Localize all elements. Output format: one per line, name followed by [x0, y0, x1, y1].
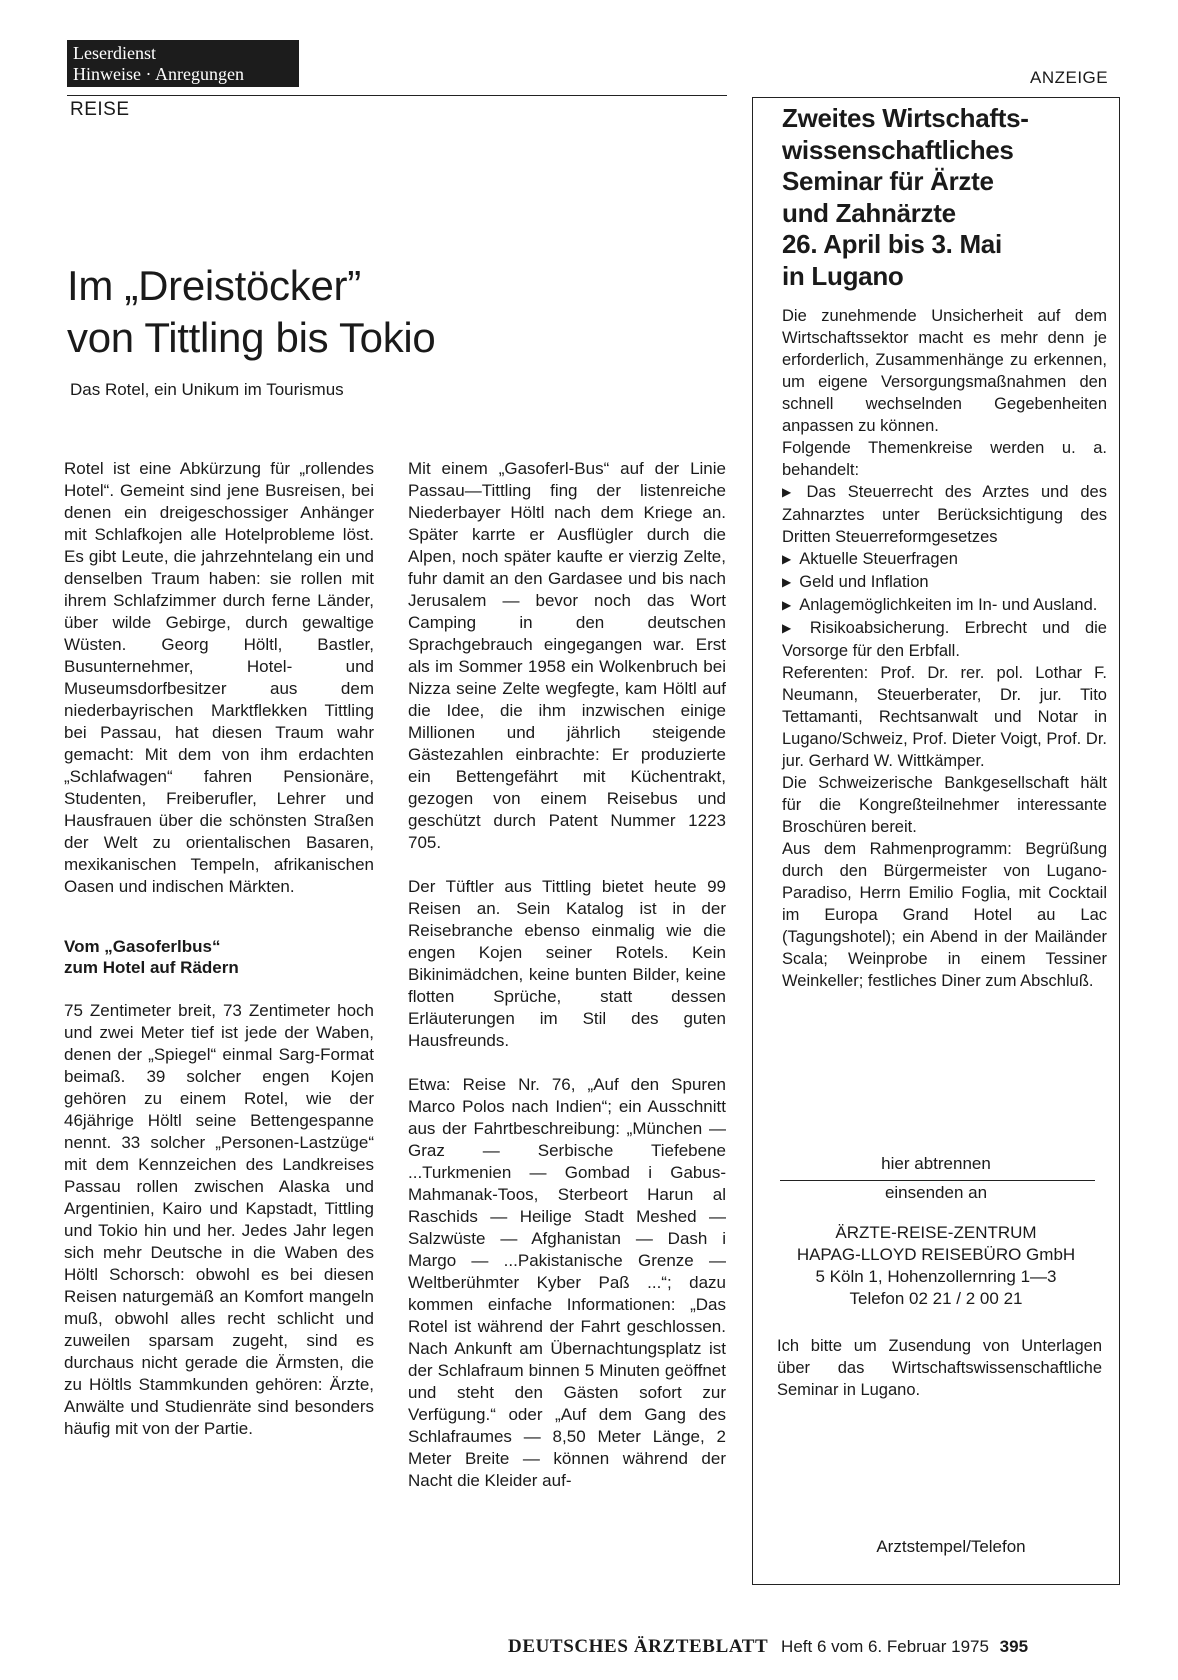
send-to-label: einsenden an: [884, 1183, 988, 1202]
ad-topic-item: ▶ Aktuelle Steuerfragen: [782, 548, 1107, 571]
ad-title-line: und Zahnärzte: [782, 197, 956, 228]
ad-speakers: Referenten: Prof. Dr. rer. pol. Lothar F. Neumann, Steuerberater, Dr. jur. Tito Tettamanti, Rechtsanwalt und Notar in Lugano/Schweiz, Prof. Dieter Voigt, Prof. Dr. jur. Gerhard W. Wittkämper.: [782, 664, 1107, 770]
article-column-1: [64, 458, 374, 1440]
paragraph: 75 Zentimeter breit, 73 Zentimeter hoch und zwei Meter tief ist jede der Waben, denen der „Spiegel“ einmal Sarg-Format beimaß. 39 solcher engen Kojen gehören zu einem Rotel, wie der 46jährige Höltl seine Bettengespanne nennt. 33 solcher „Personen-Lastzüge“ mit dem Kennzeichen des Landkreises Passau rollen zwischen Alaska und Argentinien, Kairo und Kapstadt, Tittling und Tokio hin und her. Jedes Jahr legen sich mehr Deutsche in die Waben des Höltl Schorsch: obwohl es bei diesen Reisen naturgemäß an Komfort mangeln muß, obwohl alles recht schlicht und zuweilen sparsam zugeht, sind es durchaus nicht gerade die Ärmsten, die zu Höltls Stammkunden gehören: Ärzte, Anwälte und Studienräte sind besonders häufig mit von der Partie.: [64, 1001, 374, 1438]
journal-name: DEUTSCHES ÄRZTEBLATT: [508, 1636, 769, 1657]
article-headline: [67, 260, 707, 364]
address-line: Telefon 02 21 / 2 00 21: [849, 1289, 1023, 1308]
paragraph: Rotel ist eine Abkürzung für „rollendes Hotel“. Gemeint sind jene Busreisen, bei denen ein dreigeschossiger Anhänger mit Schlafkojen alle Hotelprobleme löst. Es gibt Leute, die jahrzehntelang ein und denselben Traum haben: sie rollen mit ihrem Schlafzimmer durch ferne Länder, über wilde Gebirge, durch gewaltige Wüsten. Georg Höltl, Bastler, Busunternehmer, Hotel- und Museumsdorfbesitzer aus dem niederbayrischen Marktflekken Tittling bei Passau, hat diesen Traum wahr gemacht: Mit dem von ihm erdachten „Schlafwagen“ fahren Pensionäre, Studenten, Freiberufler, Lehrer und Hausfrauen über die schönsten Straßen der Welt zu orientalischen Basaren, mexikanischen Tempeln, afrikanischen Oasen und indischen Märkten.: [64, 459, 374, 896]
subhead-line-2: zum Hotel auf Rädern: [64, 958, 239, 977]
article-column-2: [408, 458, 726, 1492]
paragraph: Etwa: Reise Nr. 76, „Auf den Spuren Marco Polos nach Indien“; ein Ausschnitt aus der Fahrtbeschreibung: „München — Graz — Serbische Tiefebene ...Turkmenien — Gombad i Gabus-Mahmanak-Toos, Sterbeort Harun al Raschids — Heilige Stadt Meshed — Salzwüste — Afghanistan — Dash i Margo — ...Pakistanische Grenze — Weltberühmter Kyber Paß ...“; dazu kommen einfache Informationen: „Das Rotel ist während der Fahrt geschlossen. Nach Ankunft am Übernachtungsplatz ist der Schlafraum binnen 5 Minuten geöffnet und steht den Gästen sofort zur Verfügung.“ oder „Auf dem Gang des Schlafraumes — 8,50 Meter Länge, 2 Meter Breite — können während der Nacht die Kleider auf-: [408, 1075, 726, 1490]
ad-topic-item: ▶ Das Steuerrecht des Arztes und des Zahnarztes unter Berücksichtigung des Dritten Steuerreformgesetzes: [782, 481, 1107, 548]
headline-line-2: von Tittling bis Tokio: [67, 314, 436, 361]
cut-here-label: hier abtrennen: [881, 1154, 991, 1173]
stamp-label: Arztstempel/Telefon: [876, 1537, 1026, 1556]
ad-title-line: Seminar für Ärzte: [782, 166, 994, 196]
issue-info: Heft 6 vom 6. Februar 1975: [781, 1637, 989, 1656]
page-number: 395: [999, 1637, 1029, 1656]
article-subhead: [64, 936, 374, 978]
cut-line: [780, 1180, 1095, 1181]
ad-bank: Die Schweizerische Bankgesellschaft hält für die Kongreßteilnehmer interessante Broschüren bereit.: [782, 774, 1107, 836]
article-subtitle: Das Rotel, ein Unikum im Tourismus: [70, 380, 344, 399]
address-line: HAPAG-LLOYD REISEBÜRO GmbH: [796, 1245, 1076, 1264]
ad-title: [782, 103, 1112, 292]
ad-address: [752, 1222, 1120, 1310]
headline-line-1: Im „Dreistöcker”: [67, 262, 361, 309]
paragraph: Mit einem „Gasoferl-Bus“ auf der Linie Passau—Tittling fing der listenreiche Niederbayer Höltl nach dem Kriege an. Später karrte er Ausflügler durch die Alpen, noch später kaufte er vierzig Zelte, fuhr damit an den Gardasee und bis nach Jerusalem — bevor noch das Wort Camping in den deutschen Sprachgebrauch eingegangen war. Erst als im Sommer 1958 ein Wolkenbruch bei Nizza seine Zelte wegfegte, kam Höltl auf die Idee, die ihm inzwischen einige Millionen und jährlich steigende Gästezahlen einbrachte: Er produzierte ein Bettengefährt mit Küchentrakt, gezogen von einem Reisebus und geschützt durch Patent Nummer 1223 705.: [408, 459, 726, 852]
ad-title-line: 26. April bis 3. Mai: [782, 229, 1002, 259]
section-label: REISE: [70, 99, 130, 120]
ad-topic-item: ▶ Geld und Inflation: [782, 571, 1107, 594]
page-footer: [508, 1636, 1028, 1658]
ad-topic-item: ▶ Anlagemöglichkeiten im In- und Ausland.: [782, 594, 1107, 617]
ad-title-line: wissenschaftliches: [782, 134, 1014, 165]
kicker-line-1: Leserdienst: [73, 43, 156, 63]
subhead-line-1: Vom „Gasoferlbus“: [64, 937, 221, 956]
section-kicker: [67, 40, 299, 87]
ad-title-line: Zweites Wirtschafts-: [782, 103, 1029, 133]
ad-intro: Die zunehmende Unsicherheit auf dem Wirtschaftssektor macht es mehr denn je erforderlich, Zusammenhänge zu erkennen, um eigene Versorgungsmaßnahmen den schnell wechselnden Gegebenheiten anpassen zu können.: [782, 307, 1107, 435]
kicker-line-2: Hinweise · Anregungen: [73, 64, 244, 84]
address-line: 5 Köln 1, Hohenzollernring 1—3: [815, 1267, 1057, 1286]
ad-request-text: Ich bitte um Zusendung von Unterlagen über das Wirtschaftswissenschaftliche Seminar in Lugano.: [777, 1337, 1102, 1399]
ad-topics-intro: Folgende Themenkreise werden u. a. behandelt:: [782, 439, 1107, 479]
ad-program: Aus dem Rahmenprogramm: Begrüßung durch den Bürgermeister von Lugano-Paradiso, Herrn Emilio Foglia, mit Cocktail im Europa Grand Hotel au Lac (Tagungshotel); ein Abend in der Mailänder Scala; Weinprobe in einem Tessiner Weinkeller; festliches Diner zum Abschluß.: [782, 840, 1107, 990]
ad-label: ANZEIGE: [1030, 68, 1109, 87]
header-rule: [67, 95, 727, 96]
address-line: ÄRZTE-REISE-ZENTRUM: [835, 1223, 1037, 1242]
paragraph: Der Tüftler aus Tittling bietet heute 99 Reisen an. Sein Katalog ist in der Reisebranche ebenso einmalig wie die engen Kojen seiner Rotels. Kein Bikinimädchen, keine bunten Bilder, keine flotten Sprüche, statt dessen Erläuterungen im Stil des guten Hausfreunds.: [408, 877, 726, 1050]
ad-body: [782, 305, 1107, 992]
ad-title-line: in Lugano: [782, 260, 904, 291]
ad-topic-item: ▶ Risikoabsicherung. Erbrecht und die Vorsorge für den Erbfall.: [782, 617, 1107, 662]
